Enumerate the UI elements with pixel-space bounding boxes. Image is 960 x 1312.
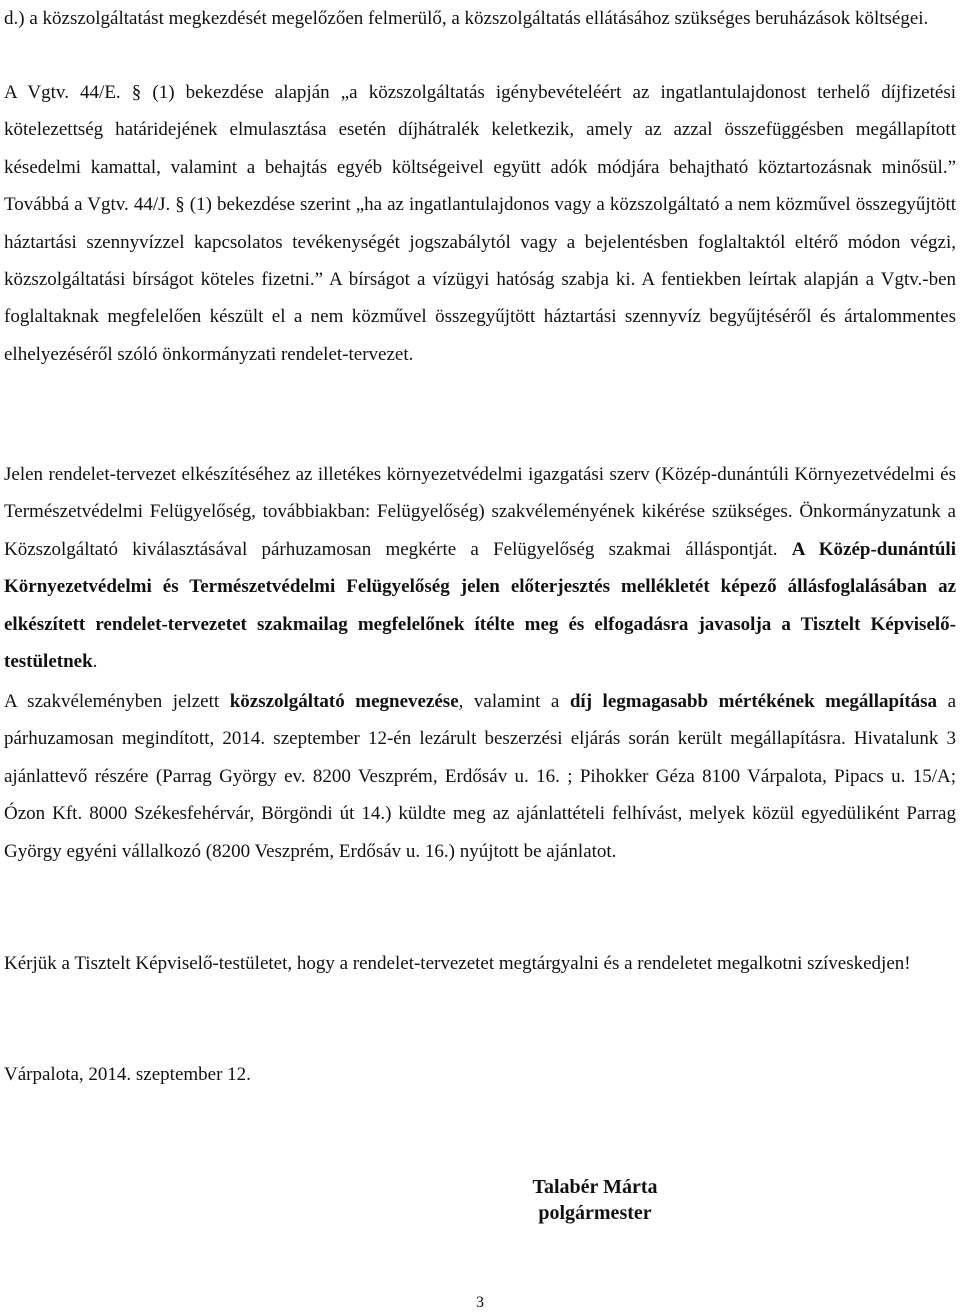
procurement-bold-2: díj legmagasabb mértékének megállapítása bbox=[569, 691, 938, 712]
procurement-text-1: A szakvéleményben jelzett bbox=[4, 691, 230, 712]
signature-title: polgármester bbox=[538, 1202, 652, 1224]
place-date-text: Várpalota, 2014. szeptember 12. bbox=[4, 1064, 251, 1085]
procurement-text-3: a párhuzamosan megindított, 2014. szeptember 12-én lezárult beszerzési eljárás során került megállapításra. Hivatalunk 3 ajánlattevő részére (Parrag György ev. 8200 Veszprém, Erdősáv u. 16. ; Pihokker Géza 8100 Várpalota, Pipacs u. 15/A; Ózon Kft. 8000 Székesfehérvár, Börgöndi út 14.) küldte meg az ajánlattételi felhívást, melyek közül egyedüliként Parrag György egyéni vállalkozó (8200 Veszprém, Erdősáv u. 16.) nyújtott be ajánlatot. bbox=[4, 691, 957, 862]
signature-name: Talabér Márta bbox=[532, 1176, 658, 1198]
request-text: Kérjük a Tisztelt Képviselő-testületet, hogy a rendelet-tervezetet megtárgyalni és a rendeletet megalkotni szíveskedjen! bbox=[4, 953, 911, 974]
vgtv-text: A Vgtv. 44/E. § (1) bekezdése alapján „a közszolgáltatás igénybevételéért az ingatlantulajdonost terhelő díjfizetési kötelezettség határidejének elmulasztása esetén díjhátralék keletkezik, amely az azzal összefüggésben megállapított késedelmi kamattal, valamint a behajtás egyéb költségeivel együtt adók módjára behajtható köztartozásnak minősül.” Továbbá a Vgtv. 44/J. § (1) bekezdése szerint „ha az ingatlantulajdonos vagy a közszolgáltató a nem közművel összegyűjtött háztartási szennyvízzel kapcsolatos tevékenységét jogszabálytól vagy a bejelentésben foglaltaktól eltérő módon végzi, közszolgáltatási bírságot köteles fizetni.” A bírságot a vízügyi hatóság szabja ki. A fentiekben leírtak alapján a Vgtv.-ben foglaltaknak megfelelően készült el a nem közművel összegyűjtött háztartási szennyvíz begyűjtéséről és ártalommentes elhelyezéséről szóló önkormányzati rendelet-tervezet. bbox=[4, 82, 956, 365]
opinion-paragraph bbox=[4, 456, 956, 680]
page-number: 3 bbox=[476, 1294, 484, 1311]
item-d-paragraph bbox=[4, 0, 956, 37]
procurement-bold-1: közszolgáltató megnevezése bbox=[229, 691, 459, 712]
item-d-text: d.) a közszolgáltatást megkezdését megelőzően felmerülő, a közszolgáltatás ellátásához szükséges beruházások költségei. bbox=[4, 8, 929, 29]
place-date bbox=[4, 1056, 956, 1093]
opinion-text: Jelen rendelet-tervezet elkészítéséhez az illetékes környezetvédelmi igazgatási szerv (Közép-dunántúli Környezetvédelmi és Természetvédelmi Felügyelőség, továbbiakban: Felügyelőség) szakvéleményének kikérése szükséges. Önkormányzatunk a Közszolgáltató kiválasztásával párhuzamosan megkérte a Felügyelőség szakmai álláspontját. bbox=[4, 464, 956, 560]
opinion-end: . bbox=[92, 651, 98, 673]
procurement-paragraph bbox=[4, 683, 956, 870]
opinion-bold-text: A Közép-dunántúli Környezetvédelmi és Természetvédelmi Felügyelőség jelen előterjesztés mellékletét képező állásfoglalásában az elkészített rendelet-tervezetet szakmailag megfelelőnek ítélte meg és elfogadásra javasolja a Tisztelt Képviselő-testületnek bbox=[4, 538, 956, 673]
procurement-text-2: , valamint a bbox=[458, 691, 570, 712]
vgtv-paragraph bbox=[4, 74, 956, 373]
request-paragraph bbox=[4, 945, 956, 982]
signature-block bbox=[0, 1174, 960, 1226]
